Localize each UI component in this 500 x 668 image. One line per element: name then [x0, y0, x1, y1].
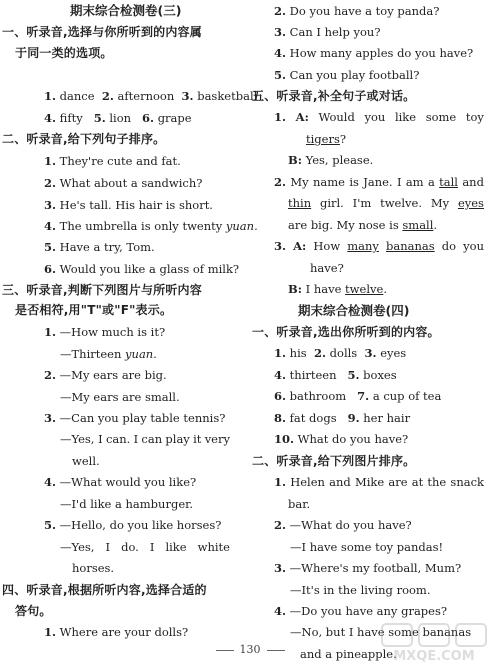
section-4-item-4: 4. How many apples do you have?	[274, 46, 474, 60]
section-2-item: 5. Have a try, Tom.	[44, 240, 155, 254]
footer-dash-right	[267, 650, 285, 651]
section-5-item-1-cont: tigers?	[306, 132, 347, 146]
part-1-row-5: 10. What do you have?	[274, 432, 409, 446]
section-2-item: 1. They're cute and fat.	[44, 154, 181, 168]
part-2-item-3-reply: —It's in the living room.	[290, 583, 431, 597]
section-3-heading: 三、听录音,判断下列图片与所听内容	[2, 283, 202, 297]
part-1-row-3: 6. bathroom 7. a cup of tea	[274, 389, 442, 403]
section-5-item-3: 3. A: How many bananas do you	[274, 239, 484, 253]
section-3-item-3-reply-cont: well.	[72, 454, 100, 468]
watermark-shape-1	[382, 624, 412, 646]
page-number: 130	[239, 643, 261, 656]
section-3-item-2-reply: —My ears are small.	[60, 390, 180, 404]
section-2-item: 2. What about a sandwich?	[44, 176, 203, 190]
section-5-item-1: 1. A: Would you like some toy	[274, 110, 484, 124]
exam-title-4: 期末综合检测卷(四)	[298, 303, 410, 318]
part-1-row-4: 8. fat dogs 9. her hair	[274, 411, 411, 425]
section-3-item-2: 2. —My ears are big.	[44, 368, 167, 382]
section-3-item-5-reply-cont: horses.	[72, 561, 115, 575]
section-5-item-2: 2. My name is Jane. I am a tall and	[274, 175, 484, 189]
section-1-heading: 一、听录音,选择与你所听到的内容属	[2, 25, 202, 39]
part-2-heading: 二、听录音,给下列图片排序。	[252, 454, 416, 468]
section-3-heading-cont: 是否相符,用"T"或"F"表示。	[15, 303, 173, 317]
section-5-item-3-b: B: I have twelve.	[288, 282, 387, 296]
part-2-item-4: 4. —Do you have any grapes?	[274, 604, 448, 618]
section-4-item-5: 5. Can you play football?	[274, 68, 420, 82]
part-1-row-1: 1. his 2. dolls 3. eyes	[274, 346, 407, 360]
section-2-item: 3. He's tall. His hair is short.	[44, 198, 213, 212]
section-2-heading: 二、听录音,给下列句子排序。	[2, 132, 166, 146]
part-2-item-4-reply: —No, but I have some bananas	[290, 625, 472, 639]
section-3-item-4: 4. —What would you like?	[44, 475, 197, 489]
section-1-row-2: 4. fifty 5. lion 6. grape	[44, 111, 192, 125]
section-3-item-1: 1. —How much is it?	[44, 325, 166, 339]
section-2-item: 6. Would you like a glass of milk?	[44, 262, 240, 276]
section-2-item: 4. The umbrella is only twenty yuan.	[44, 219, 258, 233]
part-2-item-2: 2. —What do you have?	[274, 518, 412, 532]
section-5-item-2-cont-2: are big. My nose is small.	[288, 218, 438, 232]
section-3-item-1-reply: —Thirteen yuan.	[60, 347, 157, 361]
watermark-text: MXQE.COM	[393, 649, 475, 664]
section-4-item-3: 3. Can I help you?	[274, 25, 381, 39]
section-1-row-1: 1. dance 2. afternoon 3. basketball	[44, 89, 258, 103]
footer-dash-left	[216, 650, 234, 651]
watermark-shape-3	[456, 624, 486, 646]
part-1-row-2: 4. thirteen 5. boxes	[274, 368, 397, 382]
section-3-item-4-reply: —I'd like a hamburger.	[60, 497, 194, 511]
section-4-item-2: 2. Do you have a toy panda?	[274, 4, 440, 18]
section-3-item-3: 3. —Can you play table tennis?	[44, 411, 226, 425]
part-2-item-2-reply: —I have some toy pandas!	[290, 540, 444, 554]
section-4-heading-cont: 答句。	[15, 604, 52, 618]
watermark-logo	[374, 620, 494, 666]
section-3-item-5-reply: —Yes, I do. I like white	[60, 540, 230, 554]
exam-title-3: 期末综合检测卷(三)	[70, 3, 182, 18]
section-5-item-2-cont: thin girl. I'm twelve. My eyes	[288, 196, 484, 210]
part-2-item-1-cont: bar.	[288, 497, 311, 511]
section-4-heading: 四、听录音,根据所听内容,选择合适的	[2, 583, 207, 597]
section-5-heading: 五、听录音,补全句子或对话。	[252, 89, 416, 103]
section-5-item-3-cont: have?	[310, 261, 344, 275]
part-2-item-4-reply-cont: and a pineapple.	[300, 647, 397, 661]
section-5-item-1-b: B: Yes, please.	[288, 153, 374, 167]
watermark-shape-2	[419, 624, 449, 646]
section-4-item-1: 1. Where are your dolls?	[44, 625, 189, 639]
part-2-item-3: 3. —Where's my football, Mum?	[274, 561, 462, 575]
section-1-heading-cont: 于同一类的选项。	[15, 46, 113, 60]
part-1-heading: 一、听录音,选出你所听到的内容。	[252, 325, 440, 339]
section-3-item-5: 5. —Hello, do you like horses?	[44, 518, 222, 532]
part-2-item-1: 1. Helen and Mike are at the snack	[274, 475, 484, 489]
section-3-item-3-reply: —Yes, I can. I can play it very	[60, 432, 230, 446]
